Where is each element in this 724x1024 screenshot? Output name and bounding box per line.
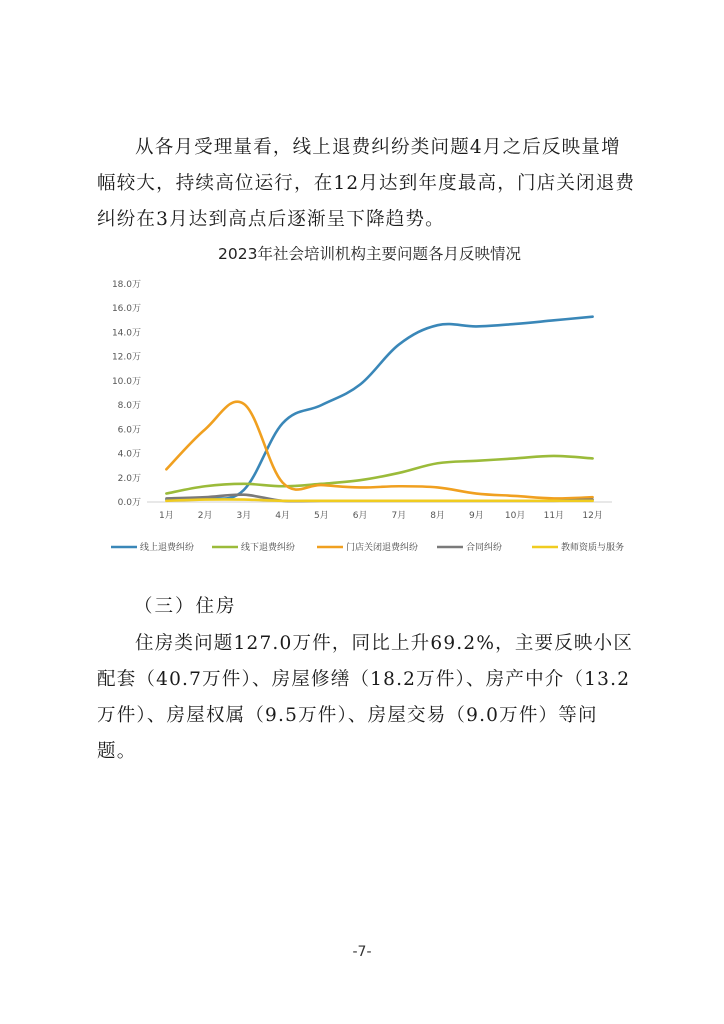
y-tick-label: 4.0万: [117, 449, 141, 460]
x-tick-label: 3月: [236, 511, 252, 521]
y-tick-label: 12.0万: [111, 352, 141, 363]
x-tick-label: 8月: [430, 511, 445, 521]
chart-canvas: [97, 238, 642, 568]
y-tick-label: 2.0万: [117, 473, 141, 484]
legend-label-4: 教师资质与服务: [561, 543, 625, 553]
x-tick-label: 6月: [352, 511, 368, 521]
chart-title: 2023年社会培训机构主要问题各月反映情况: [218, 245, 521, 263]
y-tick-label: 6.0万: [117, 425, 141, 436]
legend-label-1: 线下退费纠纷: [241, 543, 296, 553]
y-tick-label: 10.0万: [111, 376, 141, 387]
x-tick-label: 10月: [504, 511, 526, 521]
paragraph-housing-text: 住房类问题127.0万件，同比上升69.2%，主要反映小区配套（40.7万件）、房屋修缮（18.2万件）、房产中介（13.2万件）、房屋权属（9.5万件）、房屋交易（9.0万件）等问题。: [97, 633, 634, 762]
section-heading: （三）住房: [134, 596, 237, 617]
x-tick-label: 2月: [197, 511, 213, 521]
paragraph-monthly-analysis-text: 从各月受理量看，线上退费纠纷类问题4月之后反映量增幅较大，持续高位运行，在12月达到年度最高，门店关闭退费纠纷在3月达到高点后逐渐呈下降趋势。: [97, 137, 636, 230]
x-tick-label: 5月: [314, 511, 329, 521]
y-tick-label: 14.0万: [111, 328, 141, 339]
page-number: -7-: [352, 944, 372, 960]
paragraph-monthly-analysis: [97, 130, 637, 238]
x-tick-label: 12月: [582, 511, 603, 521]
legend-label-3: 合同纠纷: [466, 543, 503, 553]
series-line-4: [166, 499, 592, 500]
legend-label-2: 门店关闭退费纠纷: [346, 543, 419, 553]
y-tick-label: 8.0万: [117, 401, 141, 412]
series-line-0: [166, 317, 592, 500]
x-tick-label: 11月: [543, 511, 565, 521]
line-chart: [97, 238, 642, 568]
y-tick-label: 18.0万: [111, 280, 141, 290]
x-tick-label: 4月: [275, 511, 290, 521]
y-tick-label: 16.0万: [111, 304, 141, 315]
x-tick-label: 1月: [159, 511, 174, 521]
y-tick-label: 0.0万: [117, 498, 141, 508]
paragraph-housing: [97, 626, 637, 770]
x-tick-label: 9月: [469, 511, 484, 521]
legend-label-0: 线上退费纠纷: [140, 543, 195, 553]
x-tick-label: 7月: [391, 511, 407, 521]
